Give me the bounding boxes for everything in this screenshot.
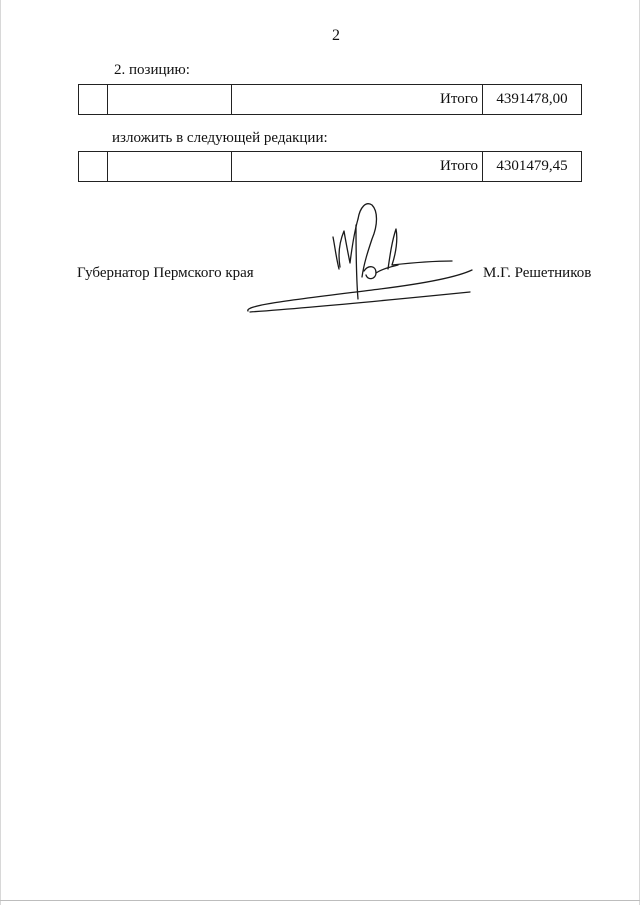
cell-total-value: 4301479,45 bbox=[483, 152, 582, 182]
scan-bottom-edge bbox=[0, 900, 640, 901]
cell-code bbox=[108, 152, 232, 182]
position-table-original bbox=[78, 84, 582, 115]
scan-edge-left bbox=[0, 0, 1, 905]
table-row bbox=[79, 152, 582, 182]
cell-code bbox=[108, 85, 232, 115]
handwritten-signature-icon bbox=[240, 195, 480, 320]
cell-total-label: Итого bbox=[232, 85, 483, 115]
signer-name: М.Г. Решетников bbox=[483, 265, 592, 281]
cell-number bbox=[79, 152, 108, 182]
cell-number bbox=[79, 85, 108, 115]
cell-total-value: 4391478,00 bbox=[483, 85, 582, 115]
page-number: 2 bbox=[332, 27, 340, 44]
signer-title: Губернатор Пермского края bbox=[77, 265, 254, 281]
cell-total-label: Итого bbox=[232, 152, 483, 182]
table-row bbox=[79, 85, 582, 115]
position-table-new bbox=[78, 151, 582, 182]
paragraph-new-edition: изложить в следующей редакции: bbox=[112, 130, 328, 146]
paragraph-position: 2. позицию: bbox=[114, 62, 190, 78]
